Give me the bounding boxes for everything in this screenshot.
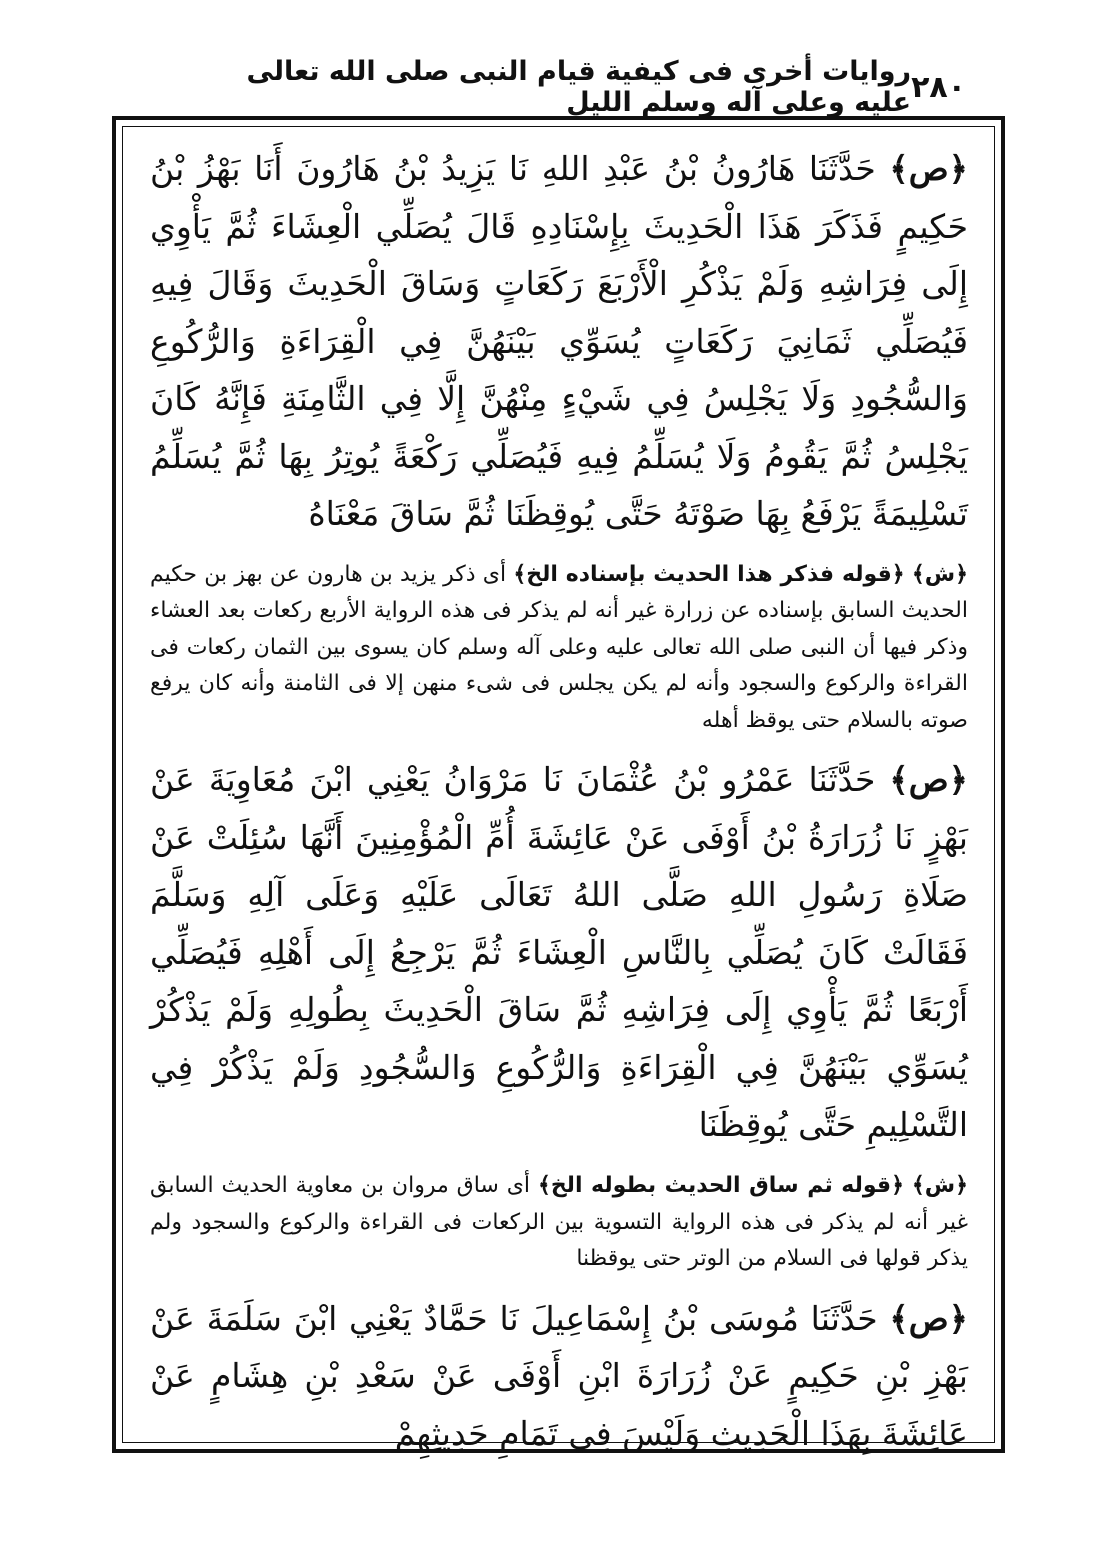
matn-marker: ﴿ص﴾ [889,760,968,800]
hadith-text [150,751,968,1154]
commentary-quote: ﴿قوله فذكر هذا الحديث بإسناده الخ﴾ [513,561,905,587]
matn-marker: ﴿ص﴾ [889,1298,968,1338]
hadith-body: حَدَّثَنَا عَمْرُو بْنُ عُثْمَانَ نَا مَرْوَانُ يَعْنِي ابْنَ مُعَاوِيَةَ عَنْ بَهْزٍ نَا زُرَارَةُ بْنُ أَوْفَى عَنْ عَائِشَةَ أُمِّ الْمُؤْمِنِينَ أَنَّهَا سُئِلَتْ عَنْ صَلَاةِ رَسُولِ اللهِ صَلَّى اللهُ تَعَالَى عَلَيْهِ وَعَلَى آلِهِ وَسَلَّمَ فَقَالَتْ كَانَ يُصَلِّي بِالنَّاسِ الْعِشَاءَ ثُمَّ يَرْجِعُ إِلَى أَهْلِهِ فَيُصَلِّي أَرْبَعًا ثُمَّ يَأْوِي إِلَى فِرَاشِهِ ثُمَّ سَاقَ الْحَدِيثَ بِطُولِهِ وَلَمْ يَذْكُرْ يُسَوِّي بَيْنَهُنَّ فِي الْقِرَاءَةِ وَالرُّكُوعِ وَالسُّجُودِ وَلَمْ يَذْكُرْ فِي التَّسْلِيمِ حَتَّى يُوقِظَنَا [150,760,968,1145]
hadith-text [150,1290,968,1463]
commentary-quote: ﴿قوله ثم ساق الحديث بطوله الخ﴾ [537,1172,904,1198]
hadith-body: حَدَّثَنَا هَارُونُ بْنُ عَبْدِ اللهِ نَا يَزِيدُ بْنُ هَارُونَ أَنَا بَهْزُ بْنُ حَكِيمٍ فَذَكَرَ هَذَا الْحَدِيثَ بِإِسْنَادِهِ قَالَ يُصَلِّي الْعِشَاءَ ثُمَّ يَأْوِي إِلَى فِرَاشِهِ وَلَمْ يَذْكُرِ الْأَرْبَعَ رَكَعَاتٍ وَسَاقَ الْحَدِيثَ وَقَالَ فِيهِ فَيُصَلِّي ثَمَانِيَ رَكَعَاتٍ يُسَوِّي بَيْنَهُنَّ فِي الْقِرَاءَةِ وَالرُّكُوعِ وَالسُّجُودِ وَلَا يَجْلِسُ فِي شَيْءٍ مِنْهُنَّ إِلَّا فِي الثَّامِنَةِ فَإِنَّهُ كَانَ يَجْلِسُ ثُمَّ يَقُومُ وَلَا يُسَلِّمُ فِيهِ فَيُصَلِّي رَكْعَةً يُوتِرُ بِهَا ثُمَّ يُسَلِّمُ تَسْلِيمَةً يَرْفَعُ بِهَا صَوْتَهُ حَتَّى يُوقِظَنَا ثُمَّ سَاقَ مَعْنَاهُ [150,149,968,533]
hadith-text [150,140,968,543]
page-number: ٢٨٠ [911,69,966,105]
sharh-marker: ﴿ش﴾ [911,561,968,587]
sharh-marker: ﴿ش﴾ [911,1172,969,1198]
commentary-text [150,557,968,740]
commentary-text [150,1168,968,1278]
commentary-body: أى ساق مروان بن معاوية الحديث السابق غير أنه لم يذكر فى هذه الرواية التسوية بين الركعات فى القراءة والركوع والسجود ولم يذكر قولها فى السلام من الوتر حتى يوقظنا [150,1172,968,1272]
page-header [240,56,966,118]
hadith-body: حَدَّثَنَا مُوسَى بْنُ إِسْمَاعِيلَ نَا حَمَّادٌ يَعْنِي ابْنَ سَلَمَةَ عَنْ بَهْزِ بْنِ حَكِيمٍ عَنْ زُرَارَةَ ابْنِ أَوْفَى عَنْ سَعْدِ بْنِ هِشَامٍ عَنْ عَائِشَةَ بِهَذَا الْحَدِيثِ وَلَيْسَ فِي تَمَامِ حَدِيثِهِمْ [150,1298,968,1453]
matn-marker: ﴿ص﴾ [889,149,968,188]
commentary-body: أى ذكر يزيد بن هارون عن بهز بن حكيم الحديث السابق بإسناده عن زرارة غير أنه لم يذكر فى هذه الرواية الأربع ركعات بعد العشاء وذكر فيها أن النبى صلى الله تعالى عليه وعلى آله وسلم كان يسوى بين الثمان ركعات فى القراءة والركوع والسجود وأنه لم يكن يجلس فى شىء منهن إلا فى الثامنة وأنه كان يرفع صوته بالسلام حتى يوقظ أهله [150,561,968,733]
page-body [150,140,968,1476]
running-title: روايات أخرى فى كيفية قيام النبى صلى الله تعالى عليه وعلى آله وسلم الليل [246,56,912,118]
